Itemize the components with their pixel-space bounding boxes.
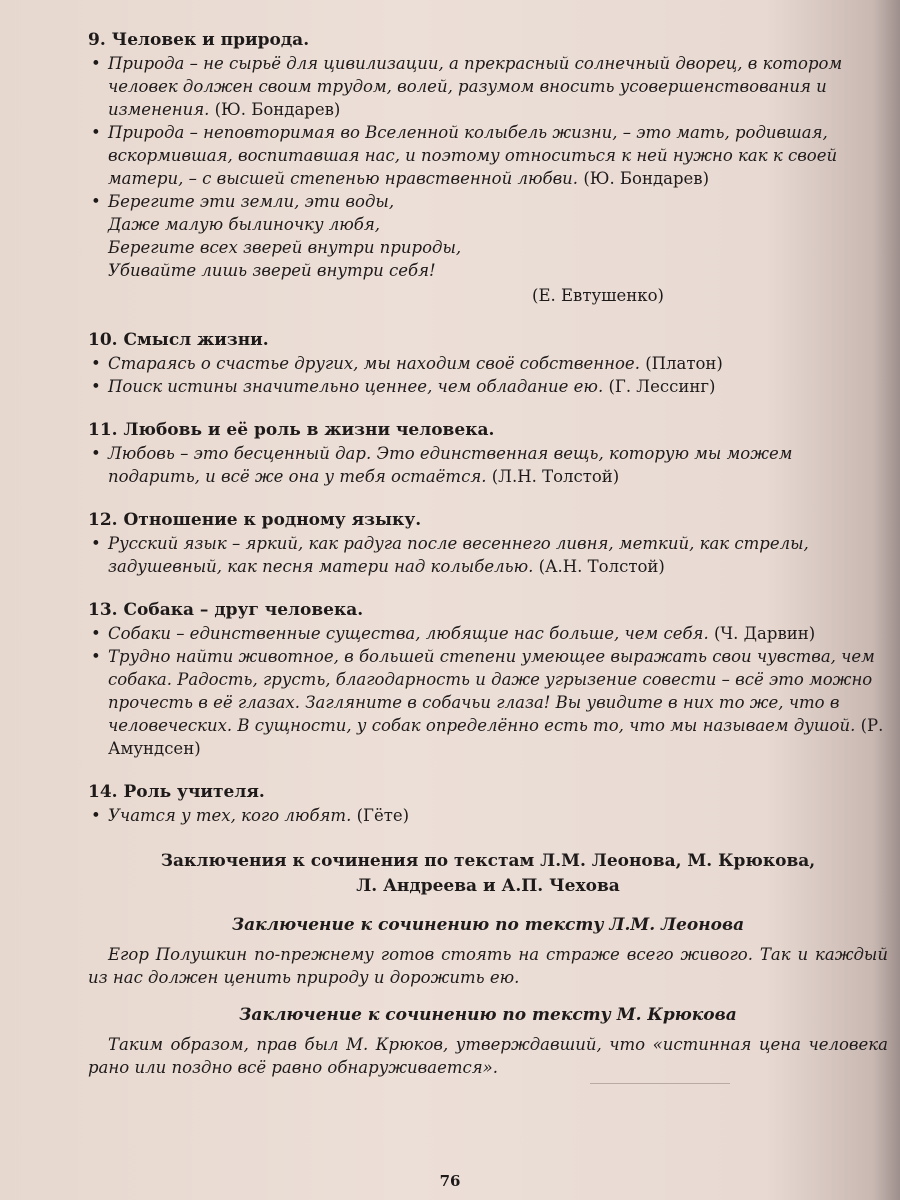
section-native-language (88, 508, 888, 578)
poem-line: • Берегите эти земли, эти воды, (108, 192, 395, 211)
quote-author: (Р. Амундсен) (108, 716, 884, 758)
quote-author: (Гёте) (356, 806, 410, 825)
quote-author: (Платон) (645, 354, 723, 373)
quote-author: (Ч. Дарвин) (713, 624, 816, 643)
conclusion-subtitle: Заключение к сочинению по тексту Л.М. Леонова (231, 915, 745, 935)
section-dog (88, 598, 888, 760)
quote-item (88, 804, 888, 827)
section-heading: 12. Отношение к родному языку. (88, 510, 422, 530)
quote-text: Русский язык – яркий, как радуга после весеннего ливня, меткий, как стрелы, задушевный, как песня матери над колыбелью. (108, 534, 809, 576)
section-heading: 11. Любовь и её роль в жизни человека. (88, 420, 495, 440)
conclusion-subtitle: Заключение к сочинению по тексту М. Крюкова (239, 1005, 737, 1025)
quote-text: Учатся у тех, кого любят. (108, 806, 352, 825)
conclusions-block (88, 849, 888, 1079)
quote-author: (Ю. Бондарев) (214, 100, 341, 119)
quote-text: Любовь – это бесценный дар. Это единственная вещь, которую мы можем подарить, и всё же она у тебя остаётся. (108, 444, 793, 486)
quote-text: Природа – неповторимая во Вселенной колыбель жизни, – это мать, родившая, вскормившая, воспитавшая нас, и поэтому относиться к ней нужно как к своей матери, – с высшей степенью нравственной любви. (108, 123, 838, 188)
section-nature (88, 28, 888, 308)
poem-line: Убивайте лишь зверей внутри себя! (108, 261, 436, 280)
page-number: 76 (439, 1172, 461, 1190)
quote-author: (Л.Н. Толстой) (491, 467, 620, 486)
quote-item (88, 121, 888, 190)
quote-text: Стараясь о счастье других, мы находим своё собственное. (108, 354, 640, 373)
section-teacher (88, 780, 888, 827)
poem-quote (88, 190, 888, 308)
quote-text: Собаки – единственные существа, любящие нас больше, чем себя. (108, 624, 709, 643)
quote-item (88, 375, 888, 398)
conclusion-text: Егор Полушкин по-прежнему готов стоять на страже всего живого. Так и каждый из нас должен ценить природу и дорожить ею. (88, 945, 888, 987)
quote-author: (Г. Лессинг) (608, 377, 716, 396)
quote-author: (Ю. Бондарев) (583, 169, 710, 188)
quote-author: (А.Н. Толстой) (538, 557, 665, 576)
quote-text: Природа – не сырьё для цивилизации, а прекрасный солнечный дворец, в котором человек должен своим трудом, волей, разумом вносить усовершенствования и изменения. (108, 54, 843, 119)
quote-text: Поиск истины значительно ценнее, чем обладание ею. (108, 377, 604, 396)
conclusions-title-line: Заключения к сочинения по текстам Л.М. Леонова, М. Крюкова, (160, 851, 816, 871)
conclusion-text: Таким образом, прав был М. Крюков, утверждавший, что «истинная цена человека рано или поздно всё равно обнаруживается». (88, 1035, 888, 1077)
quote-item (88, 622, 888, 645)
section-heading: 9. Человек и природа. (88, 30, 310, 50)
section-heading: 13. Собака – друг человека. (88, 600, 364, 620)
section-heading: 10. Смысл жизни. (88, 330, 269, 350)
page-content (88, 28, 888, 1079)
quote-text: Трудно найти животное, в большей степени умеющее выражать свои чувства, чем собака. Радость, грусть, благодарность и даже угрызение совести – всё это можно прочесть в её глазах. Загляните в собачьи глаза! Вы увидите в них то же, что в человеческих. В сущности, у собак определённо есть то, что мы называем душой. (108, 647, 875, 735)
quote-item (88, 532, 888, 578)
quote-item (88, 352, 888, 375)
conclusions-title-line: Л. Андреева и А.П. Чехова (356, 876, 620, 896)
quote-item (88, 52, 888, 121)
poem-author: (Е. Евтушенко) (532, 286, 664, 305)
quote-item (88, 645, 888, 760)
section-love (88, 418, 888, 488)
poem-line: Берегите всех зверей внутри природы, (108, 238, 462, 257)
poem-line: Даже малую былиночку любя, (108, 215, 381, 234)
divider-line (590, 1083, 730, 1084)
quote-item (88, 442, 888, 488)
section-meaning-of-life (88, 328, 888, 398)
section-heading: 14. Роль учителя. (88, 782, 265, 802)
conclusions-title (88, 849, 888, 899)
